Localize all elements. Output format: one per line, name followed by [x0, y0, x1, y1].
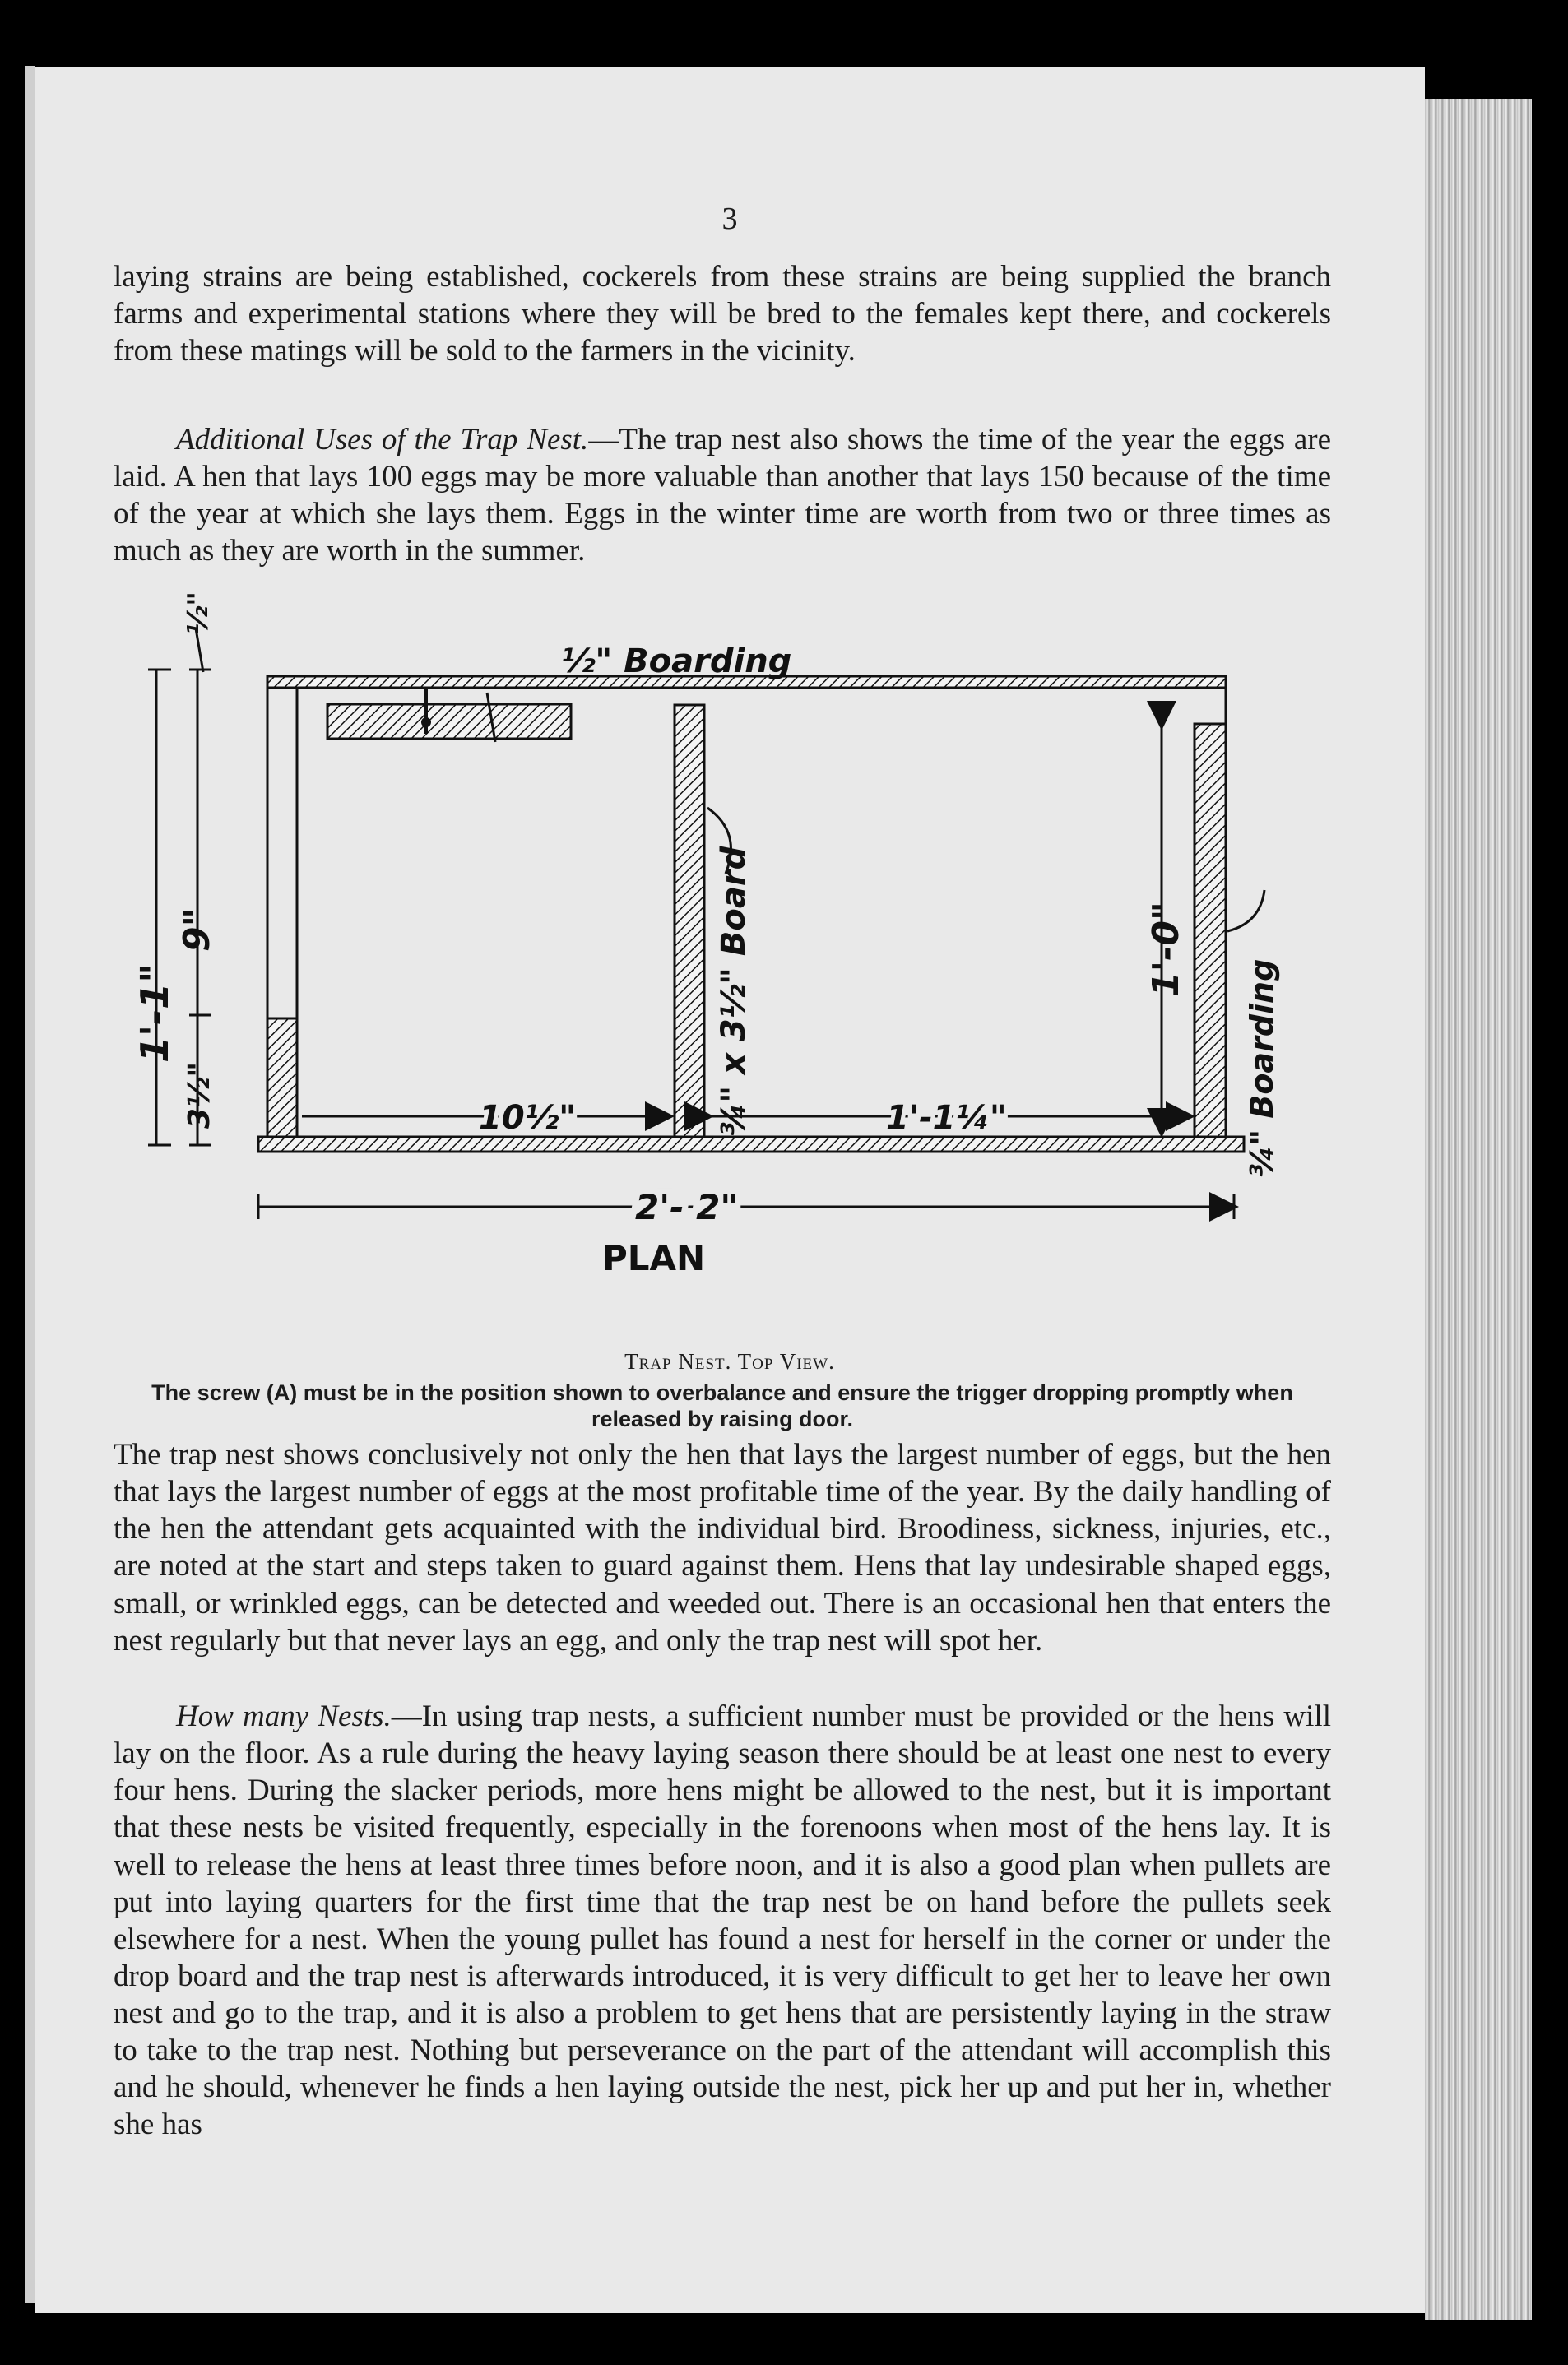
label-left-upper-height: 9"	[176, 907, 218, 952]
paragraph-trap-nest-benefits: The trap nest shows conclusively not only the hen that lays the largest number of eggs, but the hen that lays the largest number of eggs at the most profitable time of the year. By the daily handling of the hen the attendant gets acquainted with the individual bird. Broodiness, sickness, injuries, etc., are noted at the start and steps taken to guard against them. Hens that lay undesirable shaped eggs, small, or wrinkled eggs, can be detected and weeded out. There is an occasional hen that enters the nest regularly but that never lays an egg, and only the trap nest will spot her.	[114, 1438, 1331, 1658]
figure-caption-note: The screw (A) must be in the position shown to overbalance and ensure the trigger dropping promptly when released by raising door.	[151, 1380, 1293, 1431]
right-wall	[1195, 724, 1226, 1137]
section-heading-additional-uses: Additional Uses of the Trap Nest.	[176, 423, 589, 457]
paragraph-intro: laying strains are being established, cockerels from these strains are being supplied the branch farms and experimental stations where they will be bred to the females kept there, and cockerels from these matings will be sold to the farmers in the vicinity.	[114, 260, 1331, 369]
bottom-boarding	[258, 1137, 1244, 1152]
trigger-bar	[327, 704, 571, 739]
label-overall-width: 2'- 2"	[635, 1187, 739, 1227]
label-top-half-inch: ½"	[182, 591, 215, 635]
label-partition-board: ¾" x 3½" Board	[715, 846, 753, 1137]
label-top-boarding: ½" Boarding	[561, 642, 792, 680]
label-right-inner-width: 1'-1¼"	[886, 1099, 1007, 1137]
scanned-page	[35, 67, 1425, 2313]
left-page-edge	[25, 66, 35, 2303]
label-left-total-height: 1'-1"	[132, 962, 177, 1063]
section-heading-how-many-nests: How many Nests.	[176, 1700, 392, 1733]
label-plan: PLAN	[602, 1238, 706, 1278]
trap-nest-plan-diagram	[35, 67, 1425, 1351]
figure-caption-title: Trap Nest. Top View.	[624, 1349, 835, 1374]
paragraph-additional-uses-body: —The trap nest also shows the time of the year the eggs are laid. A hen that lays 100 eggs may be more valuable than another that lays 150 because of the time of the year at which she lays them. Eggs in the winter time are worth from two or three times as much as they are worth in the summer.	[114, 423, 1331, 568]
middle-partition-board	[675, 705, 704, 1137]
paragraph-how-many-nests	[114, 1698, 1331, 2144]
label-inner-height: 1'-0"	[1145, 902, 1187, 997]
label-right-boarding: ¾" Boarding	[1244, 958, 1280, 1178]
paragraph-how-many-nests-body: —In using trap nests, a sufficient number must be provided or the hens will lay on the floor. As a rule during the heavy laying season there should be at least one nest to every four hens. During the slacker periods, more hens might be allowed to the nest, but it is important that these nests be visited frequently, especially in the forenoons when most of the hens lay. It is well to release the hens at least three times before noon, and it is also a good plan when pullets are put into laying quarters for the first time that the trap nest be on hand before the pullets seek elsewhere for a nest. When the young pullet has found a nest for herself in the corner or under the drop board and the trap nest is afterwards introduced, it is very difficult to get her to leave her own nest and go to the trap, and it is also a problem to get hens that are persistently laying in the straw to take to the trap nest. Nothing but perseverance on the part of the attendant will accomplish this and he should, whenever he finds a hen laying outside the nest, pick her up and put her in, whether she has	[114, 1700, 1331, 2142]
book-page-edges	[1425, 99, 1532, 2320]
label-left-lower-height: 3½"	[183, 1061, 216, 1129]
label-left-inner-width: 10½"	[479, 1099, 576, 1137]
page-number: 3	[721, 202, 738, 236]
left-wall-hatched-base	[267, 1018, 297, 1137]
